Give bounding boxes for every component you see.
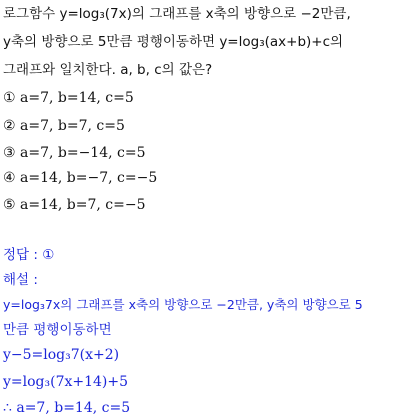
explanation-label: 해설 : bbox=[3, 272, 38, 288]
choice-5: ⑤ a=14, b=7, c=−5 bbox=[3, 197, 146, 213]
solution-step-2: y=log₃(7x+14)+5 bbox=[3, 374, 129, 390]
choice-4: ④ a=14, b=−7, c=−5 bbox=[3, 170, 158, 186]
choice-2: ② a=7, b=7, c=5 bbox=[3, 118, 125, 134]
question-line-1: 로그함수 y=log₃(7x)의 그래프를 x축의 방향으로 −2만큼, bbox=[3, 6, 351, 22]
answer-label: 정답 : ① bbox=[3, 247, 55, 263]
question-line-3: 그래프와 일치한다. a, b, c의 값은? bbox=[3, 62, 213, 78]
choice-3: ③ a=7, b=−14, c=5 bbox=[3, 145, 146, 161]
question-line-2: y축의 방향으로 5만큼 평행이동하면 y=log₃(ax+b)+c의 bbox=[3, 34, 344, 50]
solution-conclusion: ∴ a=7, b=14, c=5 bbox=[3, 400, 131, 416]
explanation-line-2: 만큼 평행이동하면 bbox=[3, 322, 112, 338]
choice-1: ① a=7, b=14, c=5 bbox=[3, 90, 134, 106]
explanation-line-1: y=log₃7x의 그래프를 x축의 방향으로 −2만큼, y축의 방향으로 5 bbox=[3, 297, 363, 312]
solution-step-1: y−5=log₃7(x+2) bbox=[3, 347, 120, 363]
